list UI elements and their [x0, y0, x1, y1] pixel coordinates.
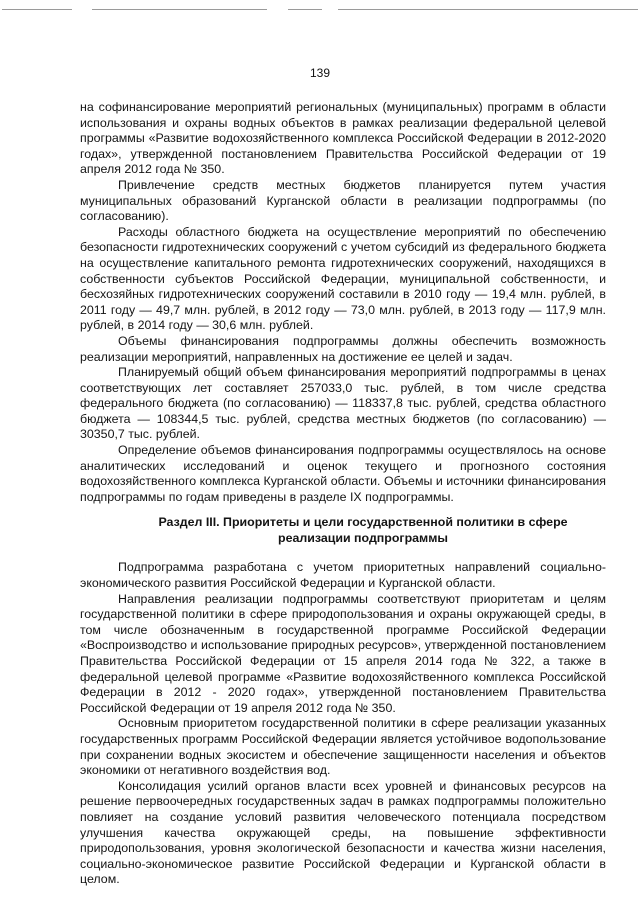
scan-artifact-line — [288, 9, 322, 10]
section-heading-line: реализации подпрограммы — [278, 531, 448, 546]
body-paragraph: Объемы финансирования подпрограммы должны обеспечить возможность реализации мероприятий, направленных на достижение ее целей и задач. — [80, 333, 606, 364]
body-paragraph: Подпрограмма разработана с учетом приоритетных направлений социально-экономического развития Российской Федерации и Курганской области. — [80, 560, 606, 591]
document-body — [80, 100, 606, 888]
section-heading — [80, 514, 606, 546]
body-paragraph: Планируемый общий объем финансирования мероприятий подпрограммы в ценах соответствующих лет составляет 257033,0 тыс. рублей, в том числе средства федерального бюджета (по согласованию) — 118337,8 тыс. рублей, средства областного бюджета — 108344,5 тыс. рублей, средства местных бюджетов (по согласованию) — 30350,7 тыс. рублей. — [80, 365, 606, 442]
scan-artifact-line — [338, 9, 638, 10]
body-paragraph: Направления реализации подпрограммы соответствуют приоритетам и целям государственной политики в сфере природопользования и охраны окружающей среды, в том числе обозначенным в государственной программе Российской Федерации «Воспроизводство и использование природных ресурсов», утвержденной постановлением Правительства Российской Федерации от 15 апреля 2014 года № 322, а также в федеральной целевой программе «Развитие водохозяйственного комплекса Российской Федерации в 2012 - 2020 годах», утвержденной постановлением Правительства Российской Федерации от 19 апреля 2012 года № 350. — [80, 591, 606, 715]
scan-artifact-line — [92, 9, 267, 10]
body-paragraph: Консолидация усилий органов власти всех уровней и финансовых ресурсов на решение первоочередных государственных задач в рамках подпрограммы положительно повлияет на создание условий развития человеческого потенциала посредством улучшения качества окружающей среды, на повышение эффективности природопользования, уровня экологической безопасности и качества жизни населения, социально-экономическое развитие Российской Федерации и Курганской области в целом. — [80, 778, 606, 887]
body-paragraph: Определение объемов финансирования подпрограммы осуществлялось на основе аналитических исследований и оценок текущего и прогнозного состояния водохозяйственного комплекса Курганской области. Объемы и источники финансирования подпрограммы по годам приведены в разделе IX подпрограммы. — [80, 443, 606, 504]
scan-artifact-line — [2, 9, 72, 10]
body-paragraph: на софинансирование мероприятий региональных (муниципальных) программ в области использования и охраны водных объектов в рамках реализации федеральной целевой программы «Развитие водохозяйственного комплекса Российской Федерации в 2012-2020 годах», утвержденной постановлением Правительства Российской Федерации от 19 апреля 2012 года № 350. — [80, 100, 606, 177]
page-number: 139 — [309, 66, 331, 80]
body-paragraph: Расходы областного бюджета на осуществление мероприятий по обеспечению безопасности гидротехнических сооружений с учетом субсидий из федерального бюджета на осуществление капитального ремонта гидротехнических сооружений, находящихся в собственности субъектов Российской Федерации, муниципальной собственности, и бесхозяйных гидротехнических сооружений составили в 2010 году — 19,4 млн. рублей, в 2011 году — 49,7 млн. рублей, в 2012 году — 73,0 млн. рублей, в 2013 году — 117,9 млн. рублей, в 2014 году — 30,6 млн. рублей. — [80, 224, 606, 333]
body-paragraph: Привлечение средств местных бюджетов планируется путем участия муниципальных образований Курганской области в реализации подпрограммы (по согласованию). — [80, 177, 606, 224]
section-heading-line: Раздел III. Приоритеты и цели государственной политики в сфере — [158, 515, 568, 530]
body-paragraph: Основным приоритетом государственной политики в сфере реализации указанных государственных программ Российской Федерации является устойчивое водопользование при сохранении водных экосистем и обеспечение защищенности населения и объектов экономики от негативного воздействия вод. — [80, 716, 606, 778]
